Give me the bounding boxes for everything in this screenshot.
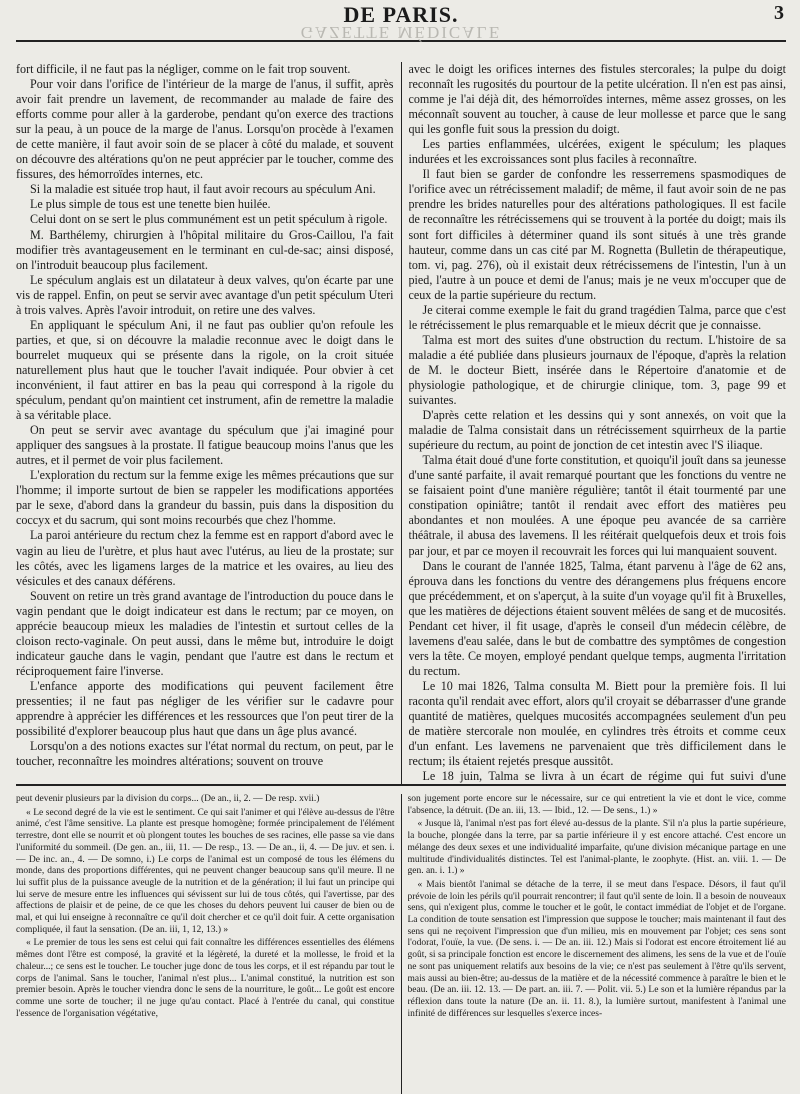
paragraph: M. Barthélemy, chirurgien à l'hôpital militaire du Gros-Caillou, l'a fait modifier très avantageusement en le terminant en cul-de-sac; ainsi disposé, on l'introduit beaucoup plus facilement. [16,227,394,272]
footnote-paragraph: « Le premier de tous les sens est celui qui fait connaître les différences essentielles des élémens mêmes dont l'être est composé, la gravité et la légèreté, la dureté et la mollesse, le froid et la chaleur...; ce sens est le toucher. Le toucher juge donc de tous les corps, et il est répandu par tout le corps de l'animal. Sans le toucher, l'animal n'est plus... L'animal constitué, la nutrition est son premier besoin. Après le toucher viendra donc le sens de la nourriture, le goût... Le goût est encore comme une sorte de toucher; il ne juge qu'au contact. Placé à l'entrée du canal, qui constitue l'essence de l'organisation végétative, [16,938,395,1019]
paragraph: La paroi antérieure du rectum chez la femme est en rapport d'abord avec le vagin au lieu de l'urètre, et plus haut avec l'utérus, au lieu de la prostate; sur les côtés, avec les ligamens larges de la matrice et les ovaires, au lieu des vésicules et des canaux déférens. [16,528,394,588]
footnote-paragraph: « Le second degré de la vie est le sentiment. Ce qui sait l'animer et qui l'élève au-dessus de l'être animé, c'est l'âme sensitive. La plante est presque homogène; formée principalement de l'élément terrestre, dont elle se nourrit et où plongent toutes les bouches de ses racines, elle passe sa vie dans l'uniformité du sommeil. (De gen. an., iii, 11. — De resp., 13. — De an., ii, 4. — De juv. et sen. i. — De inc. an., 4. — De somno, i.) Le corps de l'animal est un composé de tous les élémens du monde, dans des proportions différentes, qui ne peuvent changer beaucoup sans qu'il meure. Il ne lui suffit plus de la puissance aveugle de la nutrition et de la génération; il lui faut un principe qui lui serve de mesure entre les influences qui sévissent sur lui de tous côtés, qui l'avertisse, par des affections de plaisir et de peine, de ce que les choses du dehors peuvent lui causer de bien ou de mal, et qui lui enseigne à reconnaître ce qu'il doit chercher et ce qu'il doit fuir. A cette organisation compliquée, il faut la sensation. (De an. iii, 1, 12, 13.) » [16,807,395,935]
paragraph: Je citerai comme exemple le fait du grand tragédien Talma, parce que c'est le rétrécissement le plus remarquable et le mieux décrit que je connaisse. [408,302,786,332]
paragraph: Pour voir dans l'orifice de l'intérieur de la marge de l'anus, il suffit, après avoir fait prendre un lavement, de recommander au malade de faire des efforts comme pour aller à la garderobe, pendant qu'on exerce des tractions sur la peau, à un pouce de la marge de l'anus. Lorsqu'on procède à l'examen de cette manière, il faut avoir soin de se placer à côté du malade, et souvent on découvre des altérations qu'on ne peut apprécier par le toucher, comme des fissures, des hémorroïdes internes, etc. [16,77,394,182]
footnote-paragraph: « Jusque là, l'animal n'est pas fort élevé au-dessus de la plante. S'il n'a plus la partie supérieure, la bouche, plongée dans la terre, par sa partie inférieure il y est encore attaché. C'est encore un mélange des deux sexes et une individualité imparfaite, qu'une division mécanique partage en une multitude d'individualités distinctes. Tel est l'animal-plante, le zoophyte. (Hist. an. viii. 1. — De gen. an. i. 1.) » [407,819,786,877]
column-divider [401,62,402,784]
paragraph: En appliquant le spéculum Ani, il ne faut pas oublier qu'on refoule les parties, et que, si on découvre la maladie reconnue avec le doigt dans le bourrelet muqueux qui se présente dans la rigole, on la croit située naturellement plus haut que le toucher l'avait indiquée. Pour obvier à cet inconvénient, il faut attirer en bas la peau qui correspond à la rigole du spéculum, pendant qu'on maintient cet instrument, afin de remettre la maladie à sa véritable place. [16,317,394,423]
page-title: DE PARIS. [343,2,459,27]
paragraph: Talma était doué d'une forte constitution, et quoiqu'il jouît dans sa jeunesse d'une santé parfaite, il avait remarqué pourtant que les fonctions du ventre ne se faisaient point d'une manière régulière; tantôt il était tourmenté par une constipation opiniâtre; tantôt il rendait avec effort des matières peu abondantes et non moulées. A une époque peu avancée de sa carrière théâtrale, il abusa des lavemens. Il les réitérait quelquefois deux et trois fois par jour, et par ce moyen il recouvrait les forces qui lui manquaient souvent. [408,453,786,558]
paragraph: fort difficile, il ne faut pas la négliger, comme on le fait trop souvent. [16,62,351,76]
main-article [16,62,786,786]
footnote-left-column [16,794,395,1094]
bleed-through-title: GAZETTE MÉDICALE [300,23,502,42]
footnote-paragraph: « Mais bientôt l'animal se détache de la terre, il se meut dans l'espace. Désors, il faut qu'il prévoie de loin les périls qu'il pourrait rencontrer; il faut qu'il sente de loin. Il a besoin de nouveaux sens, qui n'exigent plus, comme le toucher et le goût, le contact immédiat de l'objet et de l'organe. La condition de toute sensation est l'impression que suppose le toucher; mais maintenant il faut des sens qui ne reçoivent l'impression que d'un milieu, mis en mouvement par l'objet; ces sens sont l'odorat, l'ouïe, la vue. (De sens. i. — De an. iii. 12.) Mais si l'odorat est encore étroitement lié au goût, si sa principale fonction est encore le discernement des alimens, les sens de la vue et de l'ouïe ne sont pas uniquement relatifs aux besoins de la vie; ce n'est pas seulement à l'être qu'ils servent, mais aussi au bien-être; au-dessus de la matière et de la nécessité commence à paraître le bien et le beau. (De an. iii. 12. 13. — De part. an. iii. 7. — Polit. vii. 5.) Le son et la lumière répandus par la réflexion dans toute la nature (De an. ii. 11. 8.), la lumière surtout, manifestent à l'animal une infinité de différences sur lesquelles s'exerce inces- [407,879,786,1019]
paragraph: Il faut bien se garder de confondre les resserremens spasmodiques de l'orifice avec un rétrécissement maladif; de même, il faut avoir soin de ne pas prendre les brides naturelles pour des altérations pathologiques. Il est facile de reconnaître les rétrécissemens qui se trouvent à la portée du doigt; mais ils sont fort difficiles à déterminer quand ils sont situés à une très grande hauteur, comme dans un cas cité par M. Rognetta (Bulletin de thérapeutique, tom. vi, pag. 276), où il existait deux rétrécissemens de l'intestin, l'un à un pied, l'autre à un pouce et demi de l'anus; mais je ne veux m'occuper que de ceux de la partie supérieure du rectum. [408,167,786,302]
paragraph: Le 18 juin, Talma se livra à un écart de régime qui fut suivi d'une [422,769,786,784]
paragraph: Talma est mort des suites d'une obstruction du rectum. L'histoire de sa maladie a été publiée dans plusieurs journaux de l'époque, d'après la relation de M. le docteur Biett, insérée dans le Répertoire d'anatomie et de physiologie pathologique, et de chirurgie clinique, tom. 3, page 99 et suivantes. [408,332,786,408]
page-number: 3 [774,2,784,24]
paragraph: Les parties enflammées, ulcérées, exigent le spéculum; les plaques indurées et les excroissances sont plus faciles à reconnaître. [408,137,786,167]
footnote-paragraph: peut devenir plusieurs par la division du corps... (De an., ii, 2. — De resp. xvii.) [16,794,320,804]
paragraph: L'enfance apporte des modifications qui peuvent facilement être pressenties; il ne faut pas négliger de les vérifier sur le cadavre pour apprendre à apprécier les différences et les ressources que l'on peut tirer de la possibilité d'explorer beaucoup plus haut que dans un âge plus avancé. [16,678,394,739]
paragraph: Dans le courant de l'année 1825, Talma, étant parvenu à l'âge de 62 ans, éprouva dans les fonctions du ventre des dérangemens plus fréquens encore que précédemment, et on s'aperçut, à la suite d'un voyage qu'il fit à Bruxelles, que les matières de déjections étaient souvent mêlées de sang et de mucosités. Pendant cet hiver, il fit usage, d'après le conseil d'un médecin célèbre, de lavemens d'eau salée, dans le but de combattre des symptômes de congestion vers la tête. Ce moyen, employé pendant quelque temps, augmenta l'irritation du rectum. [408,558,786,678]
paragraph: Souvent on retire un très grand avantage de l'introduction du pouce dans le vagin pendant que le doigt indicateur est dans le rectum; par ce moyen, on apprécie beaucoup mieux les maladies de l'intestin et surtout celles de la cloison recto-vaginale. On peut aussi, dans le même but, introduire le doigt indicateur gauche dans le vagin, pendant que l'autre est dans le rectum et réciproquement faire l'inverse. [16,588,394,678]
footnote-right-column [408,794,787,1094]
footnote-divider [401,794,402,1094]
paragraph: Le 10 mai 1826, Talma consulta M. Biett pour la première fois. Il lui raconta qu'il rendait avec effort, alors qu'il croyait se débarrasser d'une grande quantité de matières, quelques mucosités accompagnées seulement d'un peu de matière stercorale non moulée, en cylindres très étroits et comme ceux d'un enfant. Les lavemens ne parvenaient que très difficilement dans le rectum; ils étaient rejetés presque aussitôt. [408,678,786,769]
paragraph: Le plus simple de tous est une tenette bien huilée. [30,197,271,212]
paragraph: Lorsqu'on a des notions exactes sur l'état normal du rectum, on peut, par le toucher, reconnaître les moindres altérations; souvent on trouve [16,739,394,769]
footnotes [16,794,786,1094]
paragraph: D'après cette relation et les dessins qui y sont annexés, on voit que la maladie de Talma consistait dans un rétrécissement squirrheux de la partie supérieure du rectum, au point de jonction de cet intestin avec l'S iliaque. [408,408,786,453]
page-header [16,0,786,42]
paragraph: Si la maladie est située trop haut, il faut avoir recours au spéculum Ani. [30,182,376,197]
left-column [16,62,394,784]
paragraph: On peut se servir avec avantage du spéculum que j'ai imaginé pour appliquer des sangsues à la prostate. Il fatigue beaucoup moins l'anus que les autres, et il permet de voir plus facilement. [16,423,394,468]
footnote-paragraph: son jugement porte encore sur le nécessaire, sur ce qui entretient la vie et dont le vice, comme l'absence, la détruit. (De an. iii, 13. — Ibid., 12. — De sens., 1.) » [407,794,786,816]
paragraph: L'exploration du rectum sur la femme exige les mêmes précautions que sur l'homme; il importe surtout de bien se rappeler les modifications apportées par le sexe, d'abord dans la grandeur du bassin, puis dans la disposition du coccyx et du sacrum, qui sont moins recourbés que chez l'homme. [16,468,394,528]
right-column [409,62,787,784]
paragraph: Celui dont on se sert le plus communément est un petit spéculum à rigole. [30,212,388,227]
paragraph: avec le doigt les orifices internes des fistules stercorales; la pulpe du doigt reconnaît les rugosités du pourtour de la petite ulcération. Il n'en est pas ainsi, comme je l'ai déjà dit, des hémorroïdes internes, même assez grosses, on les méconnaît souvent au toucher, à cause de leur mollesse et parce que le sang qui les gonfle fuit sous la pression du doigt. [408,62,786,137]
paragraph: Le spéculum anglais est un dilatateur à deux valves, qu'on écarte par une vis de rappel. Enfin, on peut se servir avec avantage d'un petit spéculum Uteri à trois valves. Après l'avoir introduit, on retire une des valves. [16,272,394,317]
